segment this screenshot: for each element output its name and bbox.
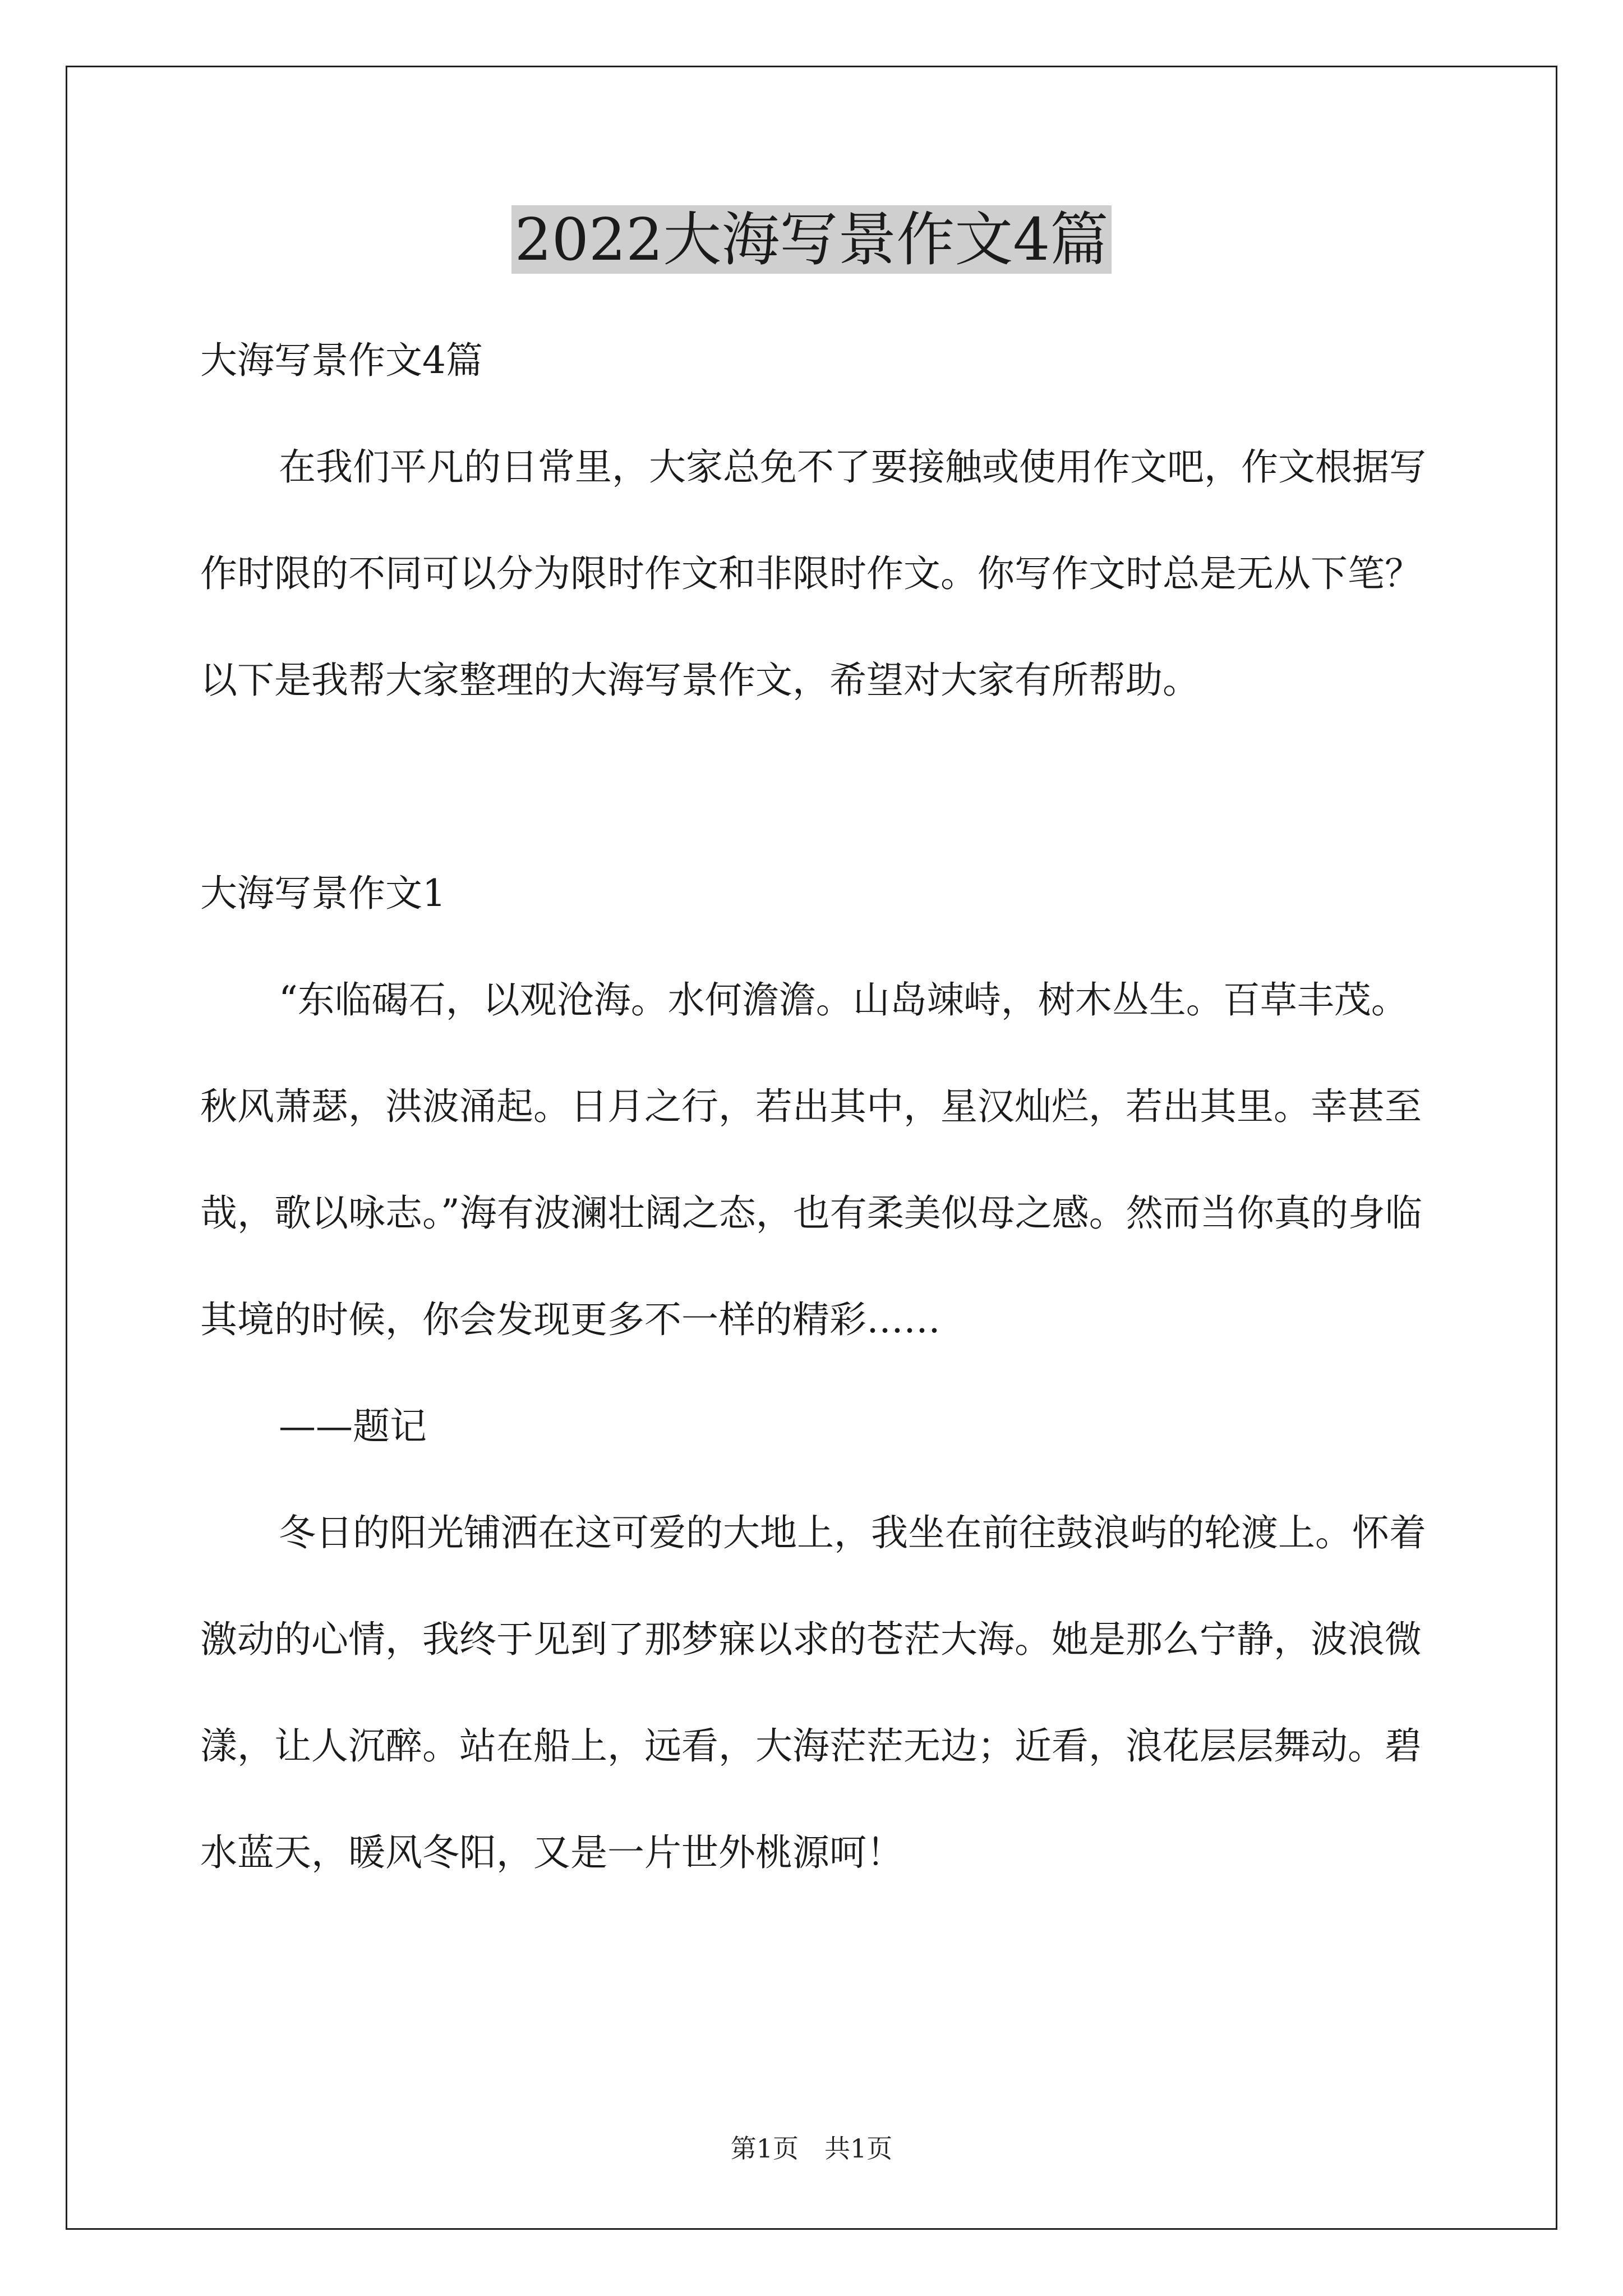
subtitle: 大海写景作文4篇 [200, 339, 483, 382]
quote-paragraph: “东临碣石，以观沧海。水何澹澹。山岛竦峙，树木丛生。百草丰茂。秋风萧瑟，洪波涌起。日月之行，若出其中，星汉灿烂，若出其里。幸甚至哉，歌以咏志。”海有波澜壮阔之态，也有柔美似母之感。然而当你真的身临其境的时候，你会发现更多不一样的精彩…… [200, 978, 1422, 1341]
document-title-text: 2022大海写景作文4篇 [511, 205, 1112, 274]
body-paragraph: 冬日的阳光铺洒在这可爱的大地上，我坐在前往鼓浪屿的轮渡上。怀着激动的心情，我终于见到了那梦寐以求的苍茫大海。她是那么宁静，波浪微漾，让人沉醉。站在船上，远看，大海茫茫无边；近看，浪花层层舞动。碧水蓝天，暖风冬阳，又是一片世外桃源呵！ [200, 1511, 1426, 1874]
document-title [0, 197, 1623, 282]
intro-paragraph: 在我们平凡的日常里，大家总免不了要接触或使用作文吧，作文根据写作时限的不同可以分为限时作文和非限时作文。你写作文时总是无从下笔？以下是我帮大家整理的大海写景作文，希望对大家有所帮助。 [200, 445, 1426, 702]
page-footer: 第1页 共1页 [730, 2133, 893, 2164]
section-heading: 大海写景作文1 [200, 872, 446, 915]
epigraph-signature: ——题记 [279, 1405, 427, 1448]
document-body [200, 307, 1434, 1906]
section-gap [200, 734, 1434, 840]
